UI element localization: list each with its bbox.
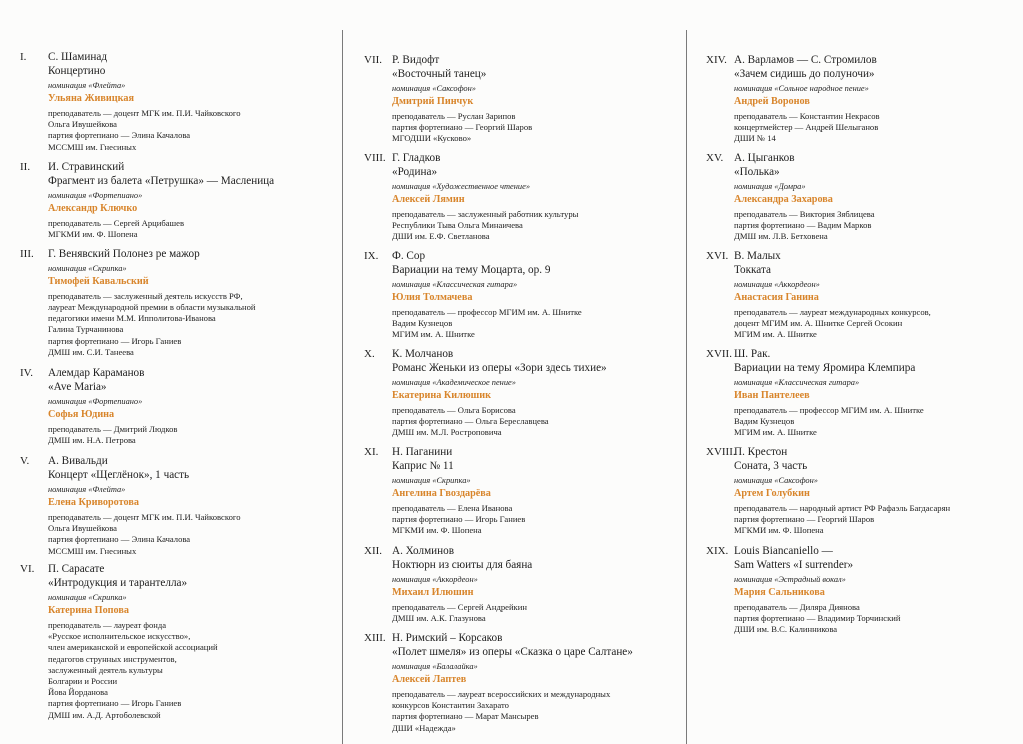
info-line: МССМШ им. Гнесиных xyxy=(48,141,137,152)
performer-info xyxy=(48,512,338,557)
info-line: МГОДШИ «Кусково» xyxy=(392,133,472,144)
item-body xyxy=(392,151,682,243)
nomination: номинация «Саксофон» xyxy=(392,84,476,94)
info-line: педагогов струнных инструментов, xyxy=(48,653,177,664)
piece-title: Фрагмент из балета «Петрушка» — Масленица xyxy=(48,175,275,188)
performer-name: Алексей Лямин xyxy=(392,194,465,206)
item-body xyxy=(392,249,682,341)
performer-name: Михаил Илюшин xyxy=(392,587,474,599)
nomination: номинация «Скрипка» xyxy=(48,264,127,274)
performer-name: Иван Пантелеев xyxy=(734,390,810,402)
info-line: ДМШ им. А.К. Глазунова xyxy=(392,613,486,624)
info-line: ДМШ им. Л.В. Бетховена xyxy=(734,231,828,242)
info-line: преподаватель — Константин Некрасов xyxy=(734,110,880,121)
info-line: партия фортепиано — Вадим Марков xyxy=(734,220,872,231)
composer: В. Малых xyxy=(734,250,781,262)
piece-title: Ноктюрн из сюиты для баяна xyxy=(392,559,533,572)
info-line: преподаватель — заслуженный деятель искусств РФ, xyxy=(48,290,243,301)
info-line: преподаватель — доцент МГК им. П.И. Чайковского xyxy=(48,107,241,118)
piece-title: Вариации на тему Моцарта, ор. 9 xyxy=(392,264,551,277)
info-line: МГИМ им. А. Шнитке xyxy=(392,329,475,340)
nomination: номинация «Академическое пение» xyxy=(392,378,516,388)
nomination: номинация «Балалайка» xyxy=(392,662,478,672)
info-line: МГКМИ им. Ф. Шопена xyxy=(48,229,138,240)
composer: Н. Паганини xyxy=(392,446,453,458)
performer-name: Ангелина Гвоздарёва xyxy=(392,488,491,500)
nomination: номинация «Скрипка» xyxy=(392,476,471,486)
composer: Р. Видофт xyxy=(392,54,440,66)
performer-name: Катерина Попова xyxy=(48,605,129,617)
info-line: Галина Турчанинова xyxy=(48,324,124,335)
nomination: номинация «Скрипка» xyxy=(48,593,127,603)
performer-name: Анастасия Ганина xyxy=(734,292,819,304)
piece-title: Концерт «Щеглёнок», 1 часть xyxy=(48,469,190,482)
item-number: XI. xyxy=(364,446,379,458)
info-line: преподаватель — Диляра Диянова xyxy=(734,601,860,612)
performer-name: Артем Голубкин xyxy=(734,488,810,500)
performer-info xyxy=(734,111,1016,145)
performer-info xyxy=(392,689,682,734)
info-line: преподаватель — Сергей Андрейкин xyxy=(392,601,527,612)
nomination: номинация «Сольное народное пение» xyxy=(734,84,869,94)
piece-title: «Родина» xyxy=(392,166,438,179)
performer-name: Екатерина Килюшик xyxy=(392,390,492,402)
performer-name: Александра Захарова xyxy=(734,194,833,206)
performer-name: Дмитрий Пинчук xyxy=(392,96,474,108)
piece-title: «Интродукция и тарантелла» xyxy=(48,577,188,590)
item-number: III. xyxy=(20,248,34,260)
performer-info xyxy=(734,405,1016,439)
composer: И. Стравинский xyxy=(48,161,125,173)
info-line: заслуженный деятель культуры xyxy=(48,664,163,675)
performer-info xyxy=(734,503,1016,537)
performer-info xyxy=(48,424,338,446)
info-line: ДМШ им. С.И. Танеева xyxy=(48,346,134,357)
item-number: IV. xyxy=(20,367,33,379)
item-number: VI. xyxy=(20,563,35,575)
info-line: педагогики имени М.М. Ипполитова-Иванова xyxy=(48,313,216,324)
info-line: партия фортепиано — Владимир Торчинский xyxy=(734,613,901,624)
nomination: номинация «Саксофон» xyxy=(734,476,818,486)
program-column-1 xyxy=(20,0,338,744)
performer-info xyxy=(392,602,682,624)
nomination: номинация «Классическая гитара» xyxy=(392,280,518,290)
item-body xyxy=(734,445,1016,537)
composer: Г. Венявский Полонез ре мажор xyxy=(48,248,200,260)
item-body xyxy=(734,544,1016,636)
nomination: номинация «Флейта» xyxy=(48,81,126,91)
composer: Ш. Рак. xyxy=(734,348,771,360)
performer-info xyxy=(392,503,682,537)
info-line: МГИМ им. А. Шнитке xyxy=(734,329,817,340)
item-number: IX. xyxy=(364,250,379,262)
info-line: партия фортепиано — Марат Мансырев xyxy=(392,711,539,722)
piece-title: Романс Женьки из оперы «Зори здесь тихие» xyxy=(392,362,607,375)
info-line: МГИМ им. А. Шнитке xyxy=(734,427,817,438)
item-body xyxy=(392,53,682,145)
info-line: МГКМИ им. Ф. Шопена xyxy=(734,525,824,536)
item-number: XVIII. xyxy=(706,446,736,458)
info-line: преподаватель — профессор МГИМ им. А. Шнитке xyxy=(392,306,582,317)
info-line: преподаватель — заслуженный работник культуры xyxy=(392,208,579,219)
info-line: Республики Тыва Ольга Минаичева xyxy=(392,220,523,231)
performer-info xyxy=(734,307,1016,341)
info-line: член американской и европейской ассоциаций xyxy=(48,642,218,653)
info-line: преподаватель — Руслан Зарипов xyxy=(392,110,516,121)
piece-title: «Восточный танец» xyxy=(392,68,487,81)
item-body xyxy=(734,249,1016,341)
composer: Louis Biancaniello — xyxy=(734,545,833,557)
performer-info xyxy=(392,111,682,145)
info-line: преподаватель — Ольга Борисова xyxy=(392,404,516,415)
item-number: XVII. xyxy=(706,348,732,360)
info-line: Вадим Кузнецов xyxy=(392,318,453,329)
item-number: XIV. xyxy=(706,54,727,66)
item-number: XV. xyxy=(706,152,724,164)
info-line: ДМШ им. М.Л. Ростроповича xyxy=(392,427,502,438)
item-body xyxy=(392,445,682,537)
info-line: партия фортепиано — Игорь Ганиев xyxy=(48,698,182,709)
info-line: преподаватель — Дмитрий Людков xyxy=(48,423,178,434)
info-line: «Русское исполнительское искусство», xyxy=(48,631,191,642)
info-line: Йова Йорданова xyxy=(48,687,108,698)
piece-title: «Полька» xyxy=(734,166,780,179)
nomination: номинация «Домра» xyxy=(734,182,806,192)
performer-name: Тимофей Кавальский xyxy=(48,276,149,288)
item-body xyxy=(392,347,682,439)
composer: К. Молчанов xyxy=(392,348,454,360)
info-line: преподаватель — лауреат всероссийских и международных xyxy=(392,688,611,699)
info-line: преподаватель — лауреат фонда xyxy=(48,619,167,630)
column-divider xyxy=(342,30,343,744)
item-body xyxy=(392,544,682,624)
piece-title: Каприс № 11 xyxy=(392,460,454,473)
composer: Г. Гладков xyxy=(392,152,441,164)
performer-info xyxy=(48,218,338,240)
info-line: преподаватель — народный артист РФ Рафаэль Багдасарян xyxy=(734,502,951,513)
item-number: II. xyxy=(20,161,31,173)
info-line: МССМШ им. Гнесиных xyxy=(48,545,137,556)
performer-info xyxy=(392,405,682,439)
composer: Алемдар Караманов xyxy=(48,367,145,379)
info-line: партия фортепиано — Элина Качалова xyxy=(48,534,191,545)
info-line: ДШИ им. В.С. Калинникова xyxy=(734,624,838,635)
item-body xyxy=(48,366,338,446)
piece-title: «Зачем сидишь до полуночи» xyxy=(734,68,875,81)
info-line: партия фортепиано — Георгий Шаров xyxy=(734,514,875,525)
performer-info xyxy=(48,108,338,153)
info-line: ДМШ им. Н.А. Петрова xyxy=(48,435,136,446)
performer-name: Юлия Толмачева xyxy=(392,292,473,304)
info-line: преподаватель — Виктория Зяблицева xyxy=(734,208,875,219)
nomination: номинация «Фортепиано» xyxy=(48,397,143,407)
composer: А. Вивальди xyxy=(48,455,108,467)
piece-title: «Полет шмеля» из оперы «Сказка о царе Салтане» xyxy=(392,646,633,659)
performer-info xyxy=(392,209,682,243)
performer-info xyxy=(734,209,1016,243)
info-line: ДШИ им. Е.Ф. Светланова xyxy=(392,231,490,242)
item-number: XIII. xyxy=(364,632,386,644)
piece-title: Соната, 3 часть xyxy=(734,460,808,473)
info-line: партия фортепиано — Элина Качалова xyxy=(48,130,191,141)
item-body xyxy=(734,347,1016,439)
composer: Н. Римский – Корсаков xyxy=(392,632,503,644)
composer: А. Цыганков xyxy=(734,152,795,164)
item-number: VII. xyxy=(364,54,383,66)
info-line: концертмейстер — Андрей Шелыганов xyxy=(734,122,879,133)
item-body xyxy=(48,454,338,557)
composer: С. Шаминад xyxy=(48,51,108,63)
item-body xyxy=(734,53,1016,145)
item-number: VIII. xyxy=(364,152,386,164)
info-line: конкурсов Константин Захарато xyxy=(392,700,509,711)
item-number: V. xyxy=(20,455,30,467)
nomination: номинация «Фортепиано» xyxy=(48,191,143,201)
performer-name: Алексей Лаптев xyxy=(392,674,467,686)
item-number: I. xyxy=(20,51,27,63)
piece-title: Токката xyxy=(734,264,771,277)
composer: П. Сарасате xyxy=(48,563,105,575)
performer-info xyxy=(48,620,338,721)
item-body xyxy=(48,160,338,240)
info-line: ДШИ «Надежда» xyxy=(392,722,456,733)
info-line: Вадим Кузнецов xyxy=(734,416,795,427)
info-line: ДМШ им. А.Д. Артоболевской xyxy=(48,709,161,720)
item-number: XIX. xyxy=(706,545,729,557)
nomination: номинация «Аккордеон» xyxy=(734,280,820,290)
piece-title: Концертино xyxy=(48,65,106,78)
info-line: МГКМИ им. Ф. Шопена xyxy=(392,525,482,536)
info-line: Ольга Ивушейкова xyxy=(48,523,117,534)
nomination: номинация «Флейта» xyxy=(48,485,126,495)
info-line: партия фортепиано — Георгий Шаров xyxy=(392,122,533,133)
item-number: X. xyxy=(364,348,375,360)
program-column-3 xyxy=(706,0,1016,744)
info-line: партия фортепиано — Ольга Береславцева xyxy=(392,416,549,427)
item-body xyxy=(392,631,682,734)
performer-name: Андрей Воронов xyxy=(734,96,810,108)
performer-info xyxy=(48,291,338,358)
item-number: XVI. xyxy=(706,250,729,262)
performer-name: Мария Сальникова xyxy=(734,587,825,599)
composer: П. Крестон xyxy=(734,446,788,458)
info-line: лауреат Международной премии в области музыкальной xyxy=(48,301,256,312)
info-line: преподаватель — Сергей Арцибашев xyxy=(48,217,185,228)
info-line: Болгарии и России xyxy=(48,675,118,686)
nomination: номинация «Эстрадный вокал» xyxy=(734,575,846,585)
performer-info xyxy=(392,307,682,341)
performer-name: Софья Юдина xyxy=(48,409,115,421)
info-line: партия фортепиано — Игорь Ганиев xyxy=(392,514,526,525)
item-body xyxy=(734,151,1016,243)
nomination: номинация «Аккордеон» xyxy=(392,575,478,585)
performer-name: Елена Криворотова xyxy=(48,497,139,509)
item-number: XII. xyxy=(364,545,383,557)
column-divider xyxy=(686,30,687,744)
info-line: преподаватель — профессор МГИМ им. А. Шнитке xyxy=(734,404,924,415)
info-line: ДШИ № 14 xyxy=(734,133,776,144)
composer: А. Варламов — С. Стромилов xyxy=(734,54,877,66)
info-line: преподаватель — Елена Иванова xyxy=(392,502,513,513)
performer-info xyxy=(734,602,1016,636)
piece-title: Sam Watters «I surrender» xyxy=(734,559,854,572)
item-body xyxy=(48,247,338,358)
piece-title: Вариации на тему Яромира Клемпира xyxy=(734,362,916,375)
composer: Ф. Сор xyxy=(392,250,426,262)
performer-name: Ульяна Живицкая xyxy=(48,93,134,105)
performer-name: Александр Ключко xyxy=(48,203,138,215)
piece-title: «Ave Maria» xyxy=(48,381,107,394)
nomination: номинация «Классическая гитара» xyxy=(734,378,860,388)
nomination: номинация «Художественное чтение» xyxy=(392,182,531,192)
item-body xyxy=(48,562,338,721)
program-column-2 xyxy=(364,0,682,744)
composer: А. Холминов xyxy=(392,545,455,557)
info-line: Ольга Ивушейкова xyxy=(48,119,117,130)
item-body xyxy=(48,50,338,153)
info-line: доцент МГИМ им. А. Шнитке Сергей Осокин xyxy=(734,318,903,329)
info-line: преподаватель — доцент МГК им. П.И. Чайковского xyxy=(48,511,241,522)
info-line: партия фортепиано — Игорь Ганиев xyxy=(48,335,182,346)
info-line: преподаватель — лауреат международных конкурсов, xyxy=(734,306,931,317)
